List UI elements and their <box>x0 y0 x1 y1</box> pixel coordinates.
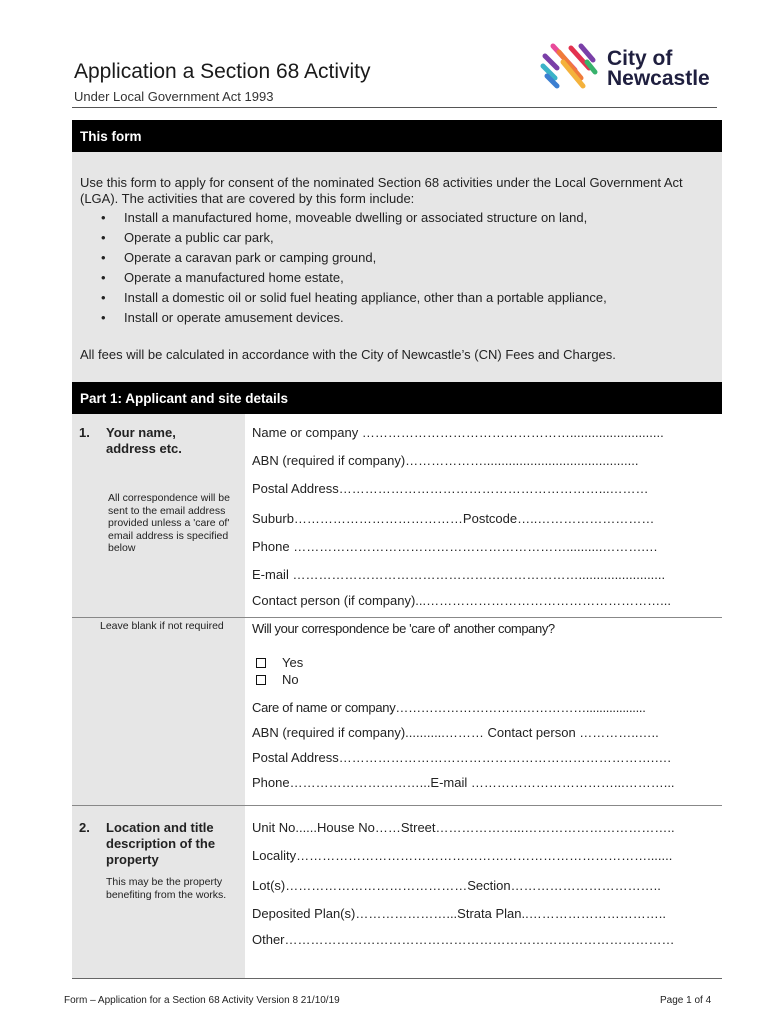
activity-list <box>99 210 607 330</box>
list-item: • Install a manufactured home, moveable dwelling or associated structure on land, <box>99 210 607 230</box>
suburb-postcode-field[interactable]: Suburb…………………………………Postcode…..……………………… <box>252 511 655 526</box>
section-divider <box>72 978 722 979</box>
checkbox-icon[interactable] <box>256 675 266 685</box>
care-of-name-field[interactable]: Care of name or company……………………………………….................. <box>252 700 646 715</box>
care-of-question: Will your correspondence be 'care of' another company? <box>252 621 555 636</box>
section2-number: 2. <box>79 820 90 835</box>
section1-number: 1. <box>79 425 90 440</box>
care-of-note: Leave blank if not required <box>100 620 224 632</box>
section1-label-cell <box>72 414 245 618</box>
abn-field[interactable]: ABN (required if company)………………........................................... <box>252 453 639 468</box>
other-field[interactable]: Other……………………………………………………………………………… <box>252 932 675 947</box>
logo-wordmark: City of Newcastle <box>607 47 710 90</box>
section2-heading: Location and title description of the property <box>106 820 216 867</box>
city-of-newcastle-logo <box>537 38 722 96</box>
list-item: • Operate a caravan park or camping ground, <box>99 250 607 270</box>
section2-note: This may be the property benefiting from the works. <box>106 876 227 901</box>
name-or-company-field[interactable]: Name or company ………………………………………….......................... <box>252 425 664 440</box>
this-form-header: This form <box>72 120 722 152</box>
phone-field[interactable]: Phone ………………………………………………………..........……….… <box>252 539 658 554</box>
locality-field[interactable]: Locality………………………………………………………………………....... <box>252 848 673 863</box>
care-of-phone-email-field[interactable]: Phone…………………………...E-mail ……………………………...………... <box>252 775 675 790</box>
logo-mark-icon <box>537 38 603 96</box>
section1-heading: Your name, address etc. <box>106 425 182 456</box>
deposited-strata-plan-field[interactable]: Deposited Plan(s)…………………...Strata Plan..………………………….. <box>252 906 666 921</box>
list-item: • Operate a public car park, <box>99 230 607 250</box>
title-divider <box>72 107 717 108</box>
list-item: • Install a domestic oil or solid fuel heating appliance, other than a portable appliance, <box>99 290 607 310</box>
intro-panel <box>72 152 722 382</box>
section1-note: All correspondence will be sent to the email address provided unless a 'care of' email address is specified below <box>108 492 230 554</box>
fees-note: All fees will be calculated in accordance with the City of Newcastle’s (CN) Fees and Charges. <box>80 347 616 362</box>
care-of-yes-option[interactable]: Yes <box>256 655 303 670</box>
page-title: Application a Section 68 Activity <box>74 60 371 83</box>
care-of-no-option[interactable]: No <box>256 672 299 687</box>
page-subtitle: Under Local Government Act 1993 <box>74 89 274 104</box>
contact-person-field[interactable]: Contact person (if company)...………………………………………………... <box>252 593 671 608</box>
postal-address-field[interactable]: Postal Address……………………………………………………...……… <box>252 481 649 496</box>
care-of-label-cell <box>72 618 245 806</box>
care-of-postal-address-field[interactable]: Postal Address……………………………………………………………….…. <box>252 750 671 765</box>
part1-header: Part 1: Applicant and site details <box>72 382 722 414</box>
list-item: • Install or operate amusement devices. <box>99 310 607 330</box>
section2-label-cell <box>72 806 245 978</box>
checkbox-icon[interactable] <box>256 658 266 668</box>
unit-house-street-field[interactable]: Unit No......House No……Street………………...…………………………….. <box>252 820 675 835</box>
email-field[interactable]: E-mail …………………………………………………………........................ <box>252 567 666 582</box>
care-of-abn-contact-field[interactable]: ABN (required if company)...........……… Contact person …………..….. <box>252 725 659 740</box>
list-item: • Operate a manufactured home estate, <box>99 270 607 290</box>
lot-section-field[interactable]: Lot(s)……………………………………Section…………………………….. <box>252 878 661 893</box>
footer-form-version: Form – Application for a Section 68 Activity Version 8 21/10/19 <box>64 995 340 1006</box>
footer-page-number: Page 1 of 4 <box>660 995 712 1006</box>
intro-text: Use this form to apply for consent of the nominated Section 68 activities under the Local Government Act (LGA). The activities that are covered by this form include: <box>80 175 683 206</box>
